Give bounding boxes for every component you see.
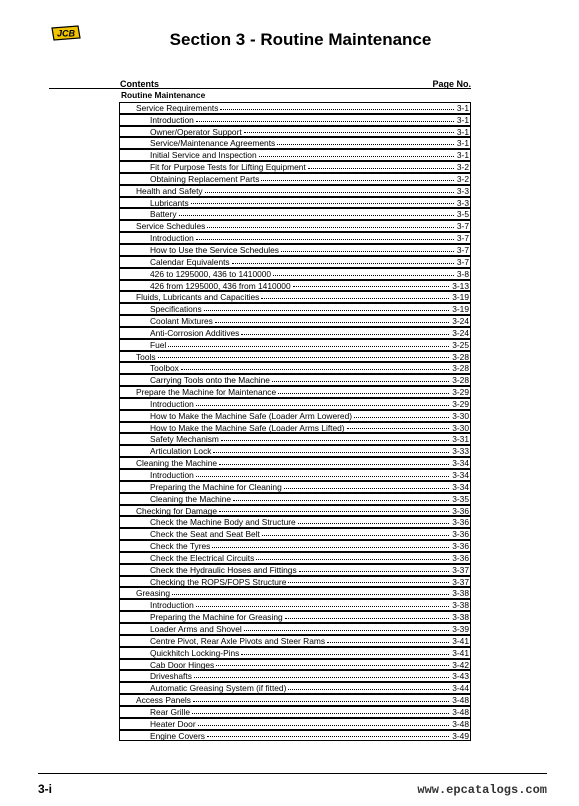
toc-entry[interactable] xyxy=(119,706,471,718)
toc-entry-page: 3-38 xyxy=(452,600,469,611)
toc-entry-title: Engine Covers xyxy=(150,730,205,741)
toc-entry[interactable] xyxy=(119,327,471,339)
toc-entry[interactable] xyxy=(119,351,471,363)
toc-entry-title: Tools xyxy=(136,351,156,362)
toc-leader-dots xyxy=(219,463,449,465)
toc-entry[interactable] xyxy=(119,161,471,173)
toc-entry[interactable] xyxy=(119,126,471,138)
toc-entry-page: 3-36 xyxy=(452,529,469,540)
toc-leader-dots xyxy=(288,581,449,583)
header-rule xyxy=(49,88,471,89)
toc-entry-page: 3-7 xyxy=(456,221,469,232)
toc-entry[interactable] xyxy=(119,587,471,599)
toc-entry[interactable] xyxy=(119,173,471,185)
toc-entry[interactable] xyxy=(119,694,471,706)
toc-entry-page: 3-24 xyxy=(452,327,469,338)
table-of-contents xyxy=(119,90,471,741)
toc-entry-title: 426 to 1295000, 436 to 1410000 xyxy=(150,268,272,279)
toc-entry-title: Driveshafts xyxy=(150,671,192,682)
toc-entry-page: 3-34 xyxy=(452,481,469,492)
toc-leader-dots xyxy=(261,297,449,299)
toc-entry-title: Loader Arms and Shovel xyxy=(150,623,242,634)
toc-entry-page: 3-2 xyxy=(456,173,469,184)
toc-leader-dots xyxy=(262,534,449,536)
toc-entry-page: 3-42 xyxy=(452,659,469,670)
toc-leader-dots xyxy=(347,427,449,429)
toc-entry-page: 3-44 xyxy=(452,683,469,694)
toc-entry-page: 3-35 xyxy=(452,493,469,504)
watermark: www.epcatalogs.com xyxy=(417,783,547,797)
toc-entry-page: 3-28 xyxy=(452,351,469,362)
toc-entry-title: Anti-Corrosion Additives xyxy=(150,327,240,338)
toc-entry-page: 3-2 xyxy=(456,162,469,173)
toc-leader-dots xyxy=(207,226,454,228)
toc-entry[interactable] xyxy=(119,457,471,469)
toc-leader-dots xyxy=(181,368,449,370)
toc-leader-dots xyxy=(284,487,449,489)
toc-leader-dots xyxy=(196,238,454,240)
toc-entry[interactable] xyxy=(119,682,471,694)
toc-entry[interactable] xyxy=(119,410,471,422)
toc-leader-dots xyxy=(308,167,454,169)
toc-entry-page: 3-1 xyxy=(456,114,469,125)
toc-leader-dots xyxy=(244,131,454,133)
toc-entry-title: Check the Tyres xyxy=(150,541,211,552)
toc-entry[interactable] xyxy=(119,374,471,386)
toc-entry-page: 3-49 xyxy=(452,730,469,741)
toc-entry-title: Fluids, Lubricants and Capacities xyxy=(136,292,260,303)
toc-entry-title: Fuel xyxy=(150,339,167,350)
toc-entry[interactable] xyxy=(119,647,471,659)
toc-entry[interactable] xyxy=(119,516,471,528)
toc-entry[interactable] xyxy=(119,220,471,232)
toc-entry[interactable] xyxy=(119,291,471,303)
toc-entry-title: Introduction xyxy=(150,398,194,409)
toc-entry-title: Introduction xyxy=(150,600,194,611)
toc-entry[interactable] xyxy=(119,232,471,244)
toc-entry-page: 3-29 xyxy=(452,398,469,409)
toc-leader-dots xyxy=(261,179,454,181)
toc-entry-page: 3-7 xyxy=(456,233,469,244)
toc-entry-page: 3-19 xyxy=(452,292,469,303)
toc-entry-title: Heater Door xyxy=(150,718,196,729)
footer-rule xyxy=(38,773,547,774)
page-number: 3-i xyxy=(38,782,53,796)
toc-leader-dots xyxy=(193,700,449,702)
toc-entry-title: Cleaning the Machine xyxy=(136,458,218,469)
toc-leader-dots xyxy=(244,629,449,631)
toc-entry-title: Centre Pivot, Rear Axle Pivots and Steer Rams xyxy=(150,635,326,646)
toc-entry-page: 3-1 xyxy=(456,150,469,161)
toc-leader-dots xyxy=(221,439,449,441)
toc-entry-title: Quickhitch Locking-Pins xyxy=(150,647,240,658)
toc-entry-page: 3-28 xyxy=(452,363,469,374)
toc-entry[interactable] xyxy=(119,114,471,126)
toc-entry-title: Greasing xyxy=(136,588,170,599)
toc-entry-page: 3-13 xyxy=(452,280,469,291)
toc-entry[interactable] xyxy=(119,208,471,220)
toc-entry-page: 3-7 xyxy=(456,244,469,255)
toc-entry[interactable] xyxy=(119,469,471,481)
toc-entry-page: 3-37 xyxy=(452,564,469,575)
toc-entry-title: Service/Maintenance Agreements xyxy=(150,138,276,149)
toc-leader-dots xyxy=(194,676,449,678)
page-title: Section 3 - Routine Maintenance xyxy=(169,30,432,49)
toc-entry-title: Coolant Mixtures xyxy=(150,316,213,327)
toc-entry-page: 3-3 xyxy=(456,197,469,208)
toc-leader-dots xyxy=(232,262,454,264)
toc-entry-page: 3-38 xyxy=(452,588,469,599)
toc-entry[interactable] xyxy=(119,718,471,730)
toc-leader-dots xyxy=(191,202,454,204)
toc-entry-title: Introduction xyxy=(150,233,194,244)
toc-leader-dots xyxy=(277,143,454,145)
toc-leader-dots xyxy=(196,475,449,477)
toc-entry-page: 3-48 xyxy=(452,695,469,706)
toc-entry[interactable] xyxy=(119,197,471,209)
toc-entry[interactable] xyxy=(119,730,471,742)
toc-entry-page: 3-38 xyxy=(452,612,469,623)
toc-entry[interactable] xyxy=(119,576,471,588)
page-no-label: Page No. xyxy=(432,79,471,89)
toc-leader-dots xyxy=(216,664,449,666)
toc-entry-title: Owner/Operator Support xyxy=(150,126,242,137)
toc-entry-page: 3-1 xyxy=(456,138,469,149)
toc-leader-dots xyxy=(256,558,449,560)
toc-entry-title: Initial Service and Inspection xyxy=(150,150,257,161)
toc-leader-dots xyxy=(179,214,454,216)
toc-leader-dots xyxy=(198,724,449,726)
toc-entry[interactable] xyxy=(119,528,471,540)
toc-leader-dots xyxy=(293,285,449,287)
toc-entry-page: 3-43 xyxy=(452,671,469,682)
toc-section-heading[interactable] xyxy=(119,90,471,102)
toc-entry-page: 3-30 xyxy=(452,422,469,433)
toc-entry-title: Introduction xyxy=(150,470,194,480)
toc-entry-title: How to Make the Machine Safe (Loader Arms Lifted) xyxy=(150,422,345,433)
toc-leader-dots xyxy=(212,546,449,548)
toc-entry-title: Access Panels xyxy=(136,695,191,706)
toc-entry[interactable] xyxy=(119,433,471,445)
toc-entry-title: Preparing the Machine for Cleaning xyxy=(150,481,282,492)
toc-leader-dots xyxy=(219,510,449,512)
toc-entry[interactable] xyxy=(119,670,471,682)
toc-entry-page: 3-30 xyxy=(452,410,469,421)
toc-entry-title: Safety Mechanism xyxy=(150,434,219,445)
toc-entry-page: 3-1 xyxy=(456,126,469,137)
toc-entry-page: 3-25 xyxy=(452,339,469,350)
svg-text:JCB: JCB xyxy=(56,28,76,39)
toc-entry-title: Rear Grille xyxy=(150,706,191,717)
toc-entry-page: 3-24 xyxy=(452,316,469,327)
toc-entry-page: 3-39 xyxy=(452,623,469,634)
toc-entry-page: 3-31 xyxy=(452,434,469,445)
toc-entry[interactable] xyxy=(119,635,471,647)
toc-entry-title: Cab Door Hinges xyxy=(150,659,215,670)
toc-leader-dots xyxy=(192,712,449,714)
toc-entry-page: 3-41 xyxy=(452,635,469,646)
toc-entry[interactable] xyxy=(119,398,471,410)
toc-entry-page: 3-36 xyxy=(452,505,469,516)
toc-entry[interactable] xyxy=(119,303,471,315)
toc-entry-title: Prepare the Machine for Maintenance xyxy=(136,387,277,398)
toc-entry-page: 3-33 xyxy=(452,446,469,457)
toc-entry-page: 3-19 xyxy=(452,304,469,315)
toc-leader-dots xyxy=(273,274,454,276)
toc-entry-page: 3-36 xyxy=(452,517,469,528)
toc-leader-dots xyxy=(233,499,449,501)
toc-leader-dots xyxy=(281,250,454,252)
toc-leader-dots xyxy=(288,688,449,690)
toc-leader-dots xyxy=(213,451,449,453)
toc-entry-title: Check the Machine Body and Structure xyxy=(150,517,296,528)
toc-entry-title: Lubricants xyxy=(150,197,189,208)
toc-entry-page: 3-36 xyxy=(452,541,469,552)
toc-entry-title: Fit for Purpose Tests for Lifting Equipment xyxy=(150,162,306,173)
toc-entry-title: Check the Hydraulic Hoses and Fittings xyxy=(150,564,297,575)
toc-entry[interactable] xyxy=(119,386,471,398)
toc-entry-page: 3-5 xyxy=(456,209,469,220)
toc-entry[interactable] xyxy=(119,481,471,493)
toc-entry-page: 3-41 xyxy=(452,647,469,658)
toc-leader-dots xyxy=(205,191,454,193)
toc-leader-dots xyxy=(354,416,449,418)
toc-entry-title: Specifications xyxy=(150,304,202,315)
toc-leader-dots xyxy=(207,735,449,737)
toc-entry-title: Obtaining Replacement Parts xyxy=(150,173,260,184)
toc-entry[interactable] xyxy=(119,339,471,351)
toc-entry[interactable] xyxy=(119,268,471,280)
toc-leader-dots xyxy=(327,641,449,643)
toc-entry[interactable] xyxy=(119,493,471,505)
toc-leader-dots xyxy=(172,593,449,595)
toc-entry-title: Carrying Tools onto the Machine xyxy=(150,375,270,386)
toc-entry[interactable] xyxy=(119,611,471,623)
toc-entry-title: Service Requirements xyxy=(136,102,219,113)
toc-leader-dots xyxy=(285,617,449,619)
toc-leader-dots xyxy=(272,380,449,382)
toc-entry-page: 3-8 xyxy=(456,268,469,279)
toc-entry-page: 3-48 xyxy=(452,718,469,729)
toc-leader-dots xyxy=(259,155,454,157)
toc-leader-dots xyxy=(220,108,454,110)
toc-entry-page: 3-37 xyxy=(452,576,469,587)
toc-entry[interactable] xyxy=(119,315,471,327)
toc-entry[interactable] xyxy=(119,540,471,552)
toc-entry[interactable] xyxy=(119,422,471,434)
toc-entry-title: Health and Safety xyxy=(136,185,203,196)
toc-entry[interactable] xyxy=(119,659,471,671)
toc-entry-title: Battery xyxy=(150,209,177,220)
toc-entry-page: 3-34 xyxy=(452,470,469,480)
toc-leader-dots xyxy=(158,356,449,358)
toc-leader-dots xyxy=(215,321,449,323)
toc-entry[interactable] xyxy=(119,149,471,161)
toc-entry-title: Automatic Greasing System (if fitted) xyxy=(150,683,287,694)
toc-leader-dots xyxy=(299,570,449,572)
toc-entry-title: How to Use the Service Schedules xyxy=(150,244,279,255)
toc-entry-title: Calendar Equivalents xyxy=(150,256,230,267)
toc-leader-dots xyxy=(168,345,449,347)
toc-entry-page: 3-1 xyxy=(456,102,469,113)
toc-entry-title: Checking for Damage xyxy=(136,505,217,516)
toc-entry[interactable] xyxy=(119,102,471,114)
toc-leader-dots xyxy=(204,309,449,311)
contents-label: Contents xyxy=(120,79,159,89)
toc-entry-page: 3-48 xyxy=(452,706,469,717)
toc-entry[interactable] xyxy=(119,362,471,374)
toc-entry-page: 3-3 xyxy=(456,185,469,196)
toc-entry-page: 3-7 xyxy=(456,256,469,267)
toc-entry-title: Service Schedules xyxy=(136,221,206,232)
toc-entry-page: 3-29 xyxy=(452,387,469,398)
toc-entry-title: Toolbox xyxy=(150,363,179,374)
toc-leader-dots xyxy=(196,120,454,122)
toc-entry-title: Cleaning the Machine xyxy=(150,493,232,504)
toc-entry[interactable] xyxy=(119,552,471,564)
toc-entry[interactable] xyxy=(119,137,471,149)
toc-entry-title: Introduction xyxy=(150,114,194,125)
toc-leader-dots xyxy=(241,333,449,335)
toc-entry-title: Check the Seat and Seat Belt xyxy=(150,529,260,540)
toc-leader-dots xyxy=(298,522,449,524)
toc-entry[interactable] xyxy=(119,505,471,517)
toc-entry-title: How to Make the Machine Safe (Loader Arm Lowered) xyxy=(150,410,353,421)
toc-entry[interactable] xyxy=(119,599,471,611)
toc-leader-dots xyxy=(278,392,449,394)
toc-entry[interactable] xyxy=(119,185,471,197)
toc-entry-title: Preparing the Machine for Greasing xyxy=(150,612,283,623)
toc-leader-dots xyxy=(196,605,449,607)
toc-entry[interactable] xyxy=(119,623,471,635)
toc-entry-title: Checking the ROPS/FOPS Structure xyxy=(150,576,287,587)
toc-entry[interactable] xyxy=(119,244,471,256)
toc-entry[interactable] xyxy=(119,256,471,268)
toc-entry[interactable] xyxy=(119,564,471,576)
toc-leader-dots xyxy=(196,404,449,406)
toc-entry[interactable] xyxy=(119,280,471,292)
toc-entry-title: Articulation Lock xyxy=(150,446,212,457)
toc-entry[interactable] xyxy=(119,445,471,457)
toc-leader-dots xyxy=(241,653,449,655)
toc-entry-title: Routine Maintenance xyxy=(121,90,206,100)
toc-entry-page: 3-28 xyxy=(452,375,469,386)
toc-entry-title: Check the Electrical Circuits xyxy=(150,552,255,563)
toc-entry-page: 3-36 xyxy=(452,552,469,563)
toc-entry-page: 3-34 xyxy=(452,458,469,469)
toc-entry-title: 426 from 1295000, 436 from 1410000 xyxy=(150,280,291,291)
